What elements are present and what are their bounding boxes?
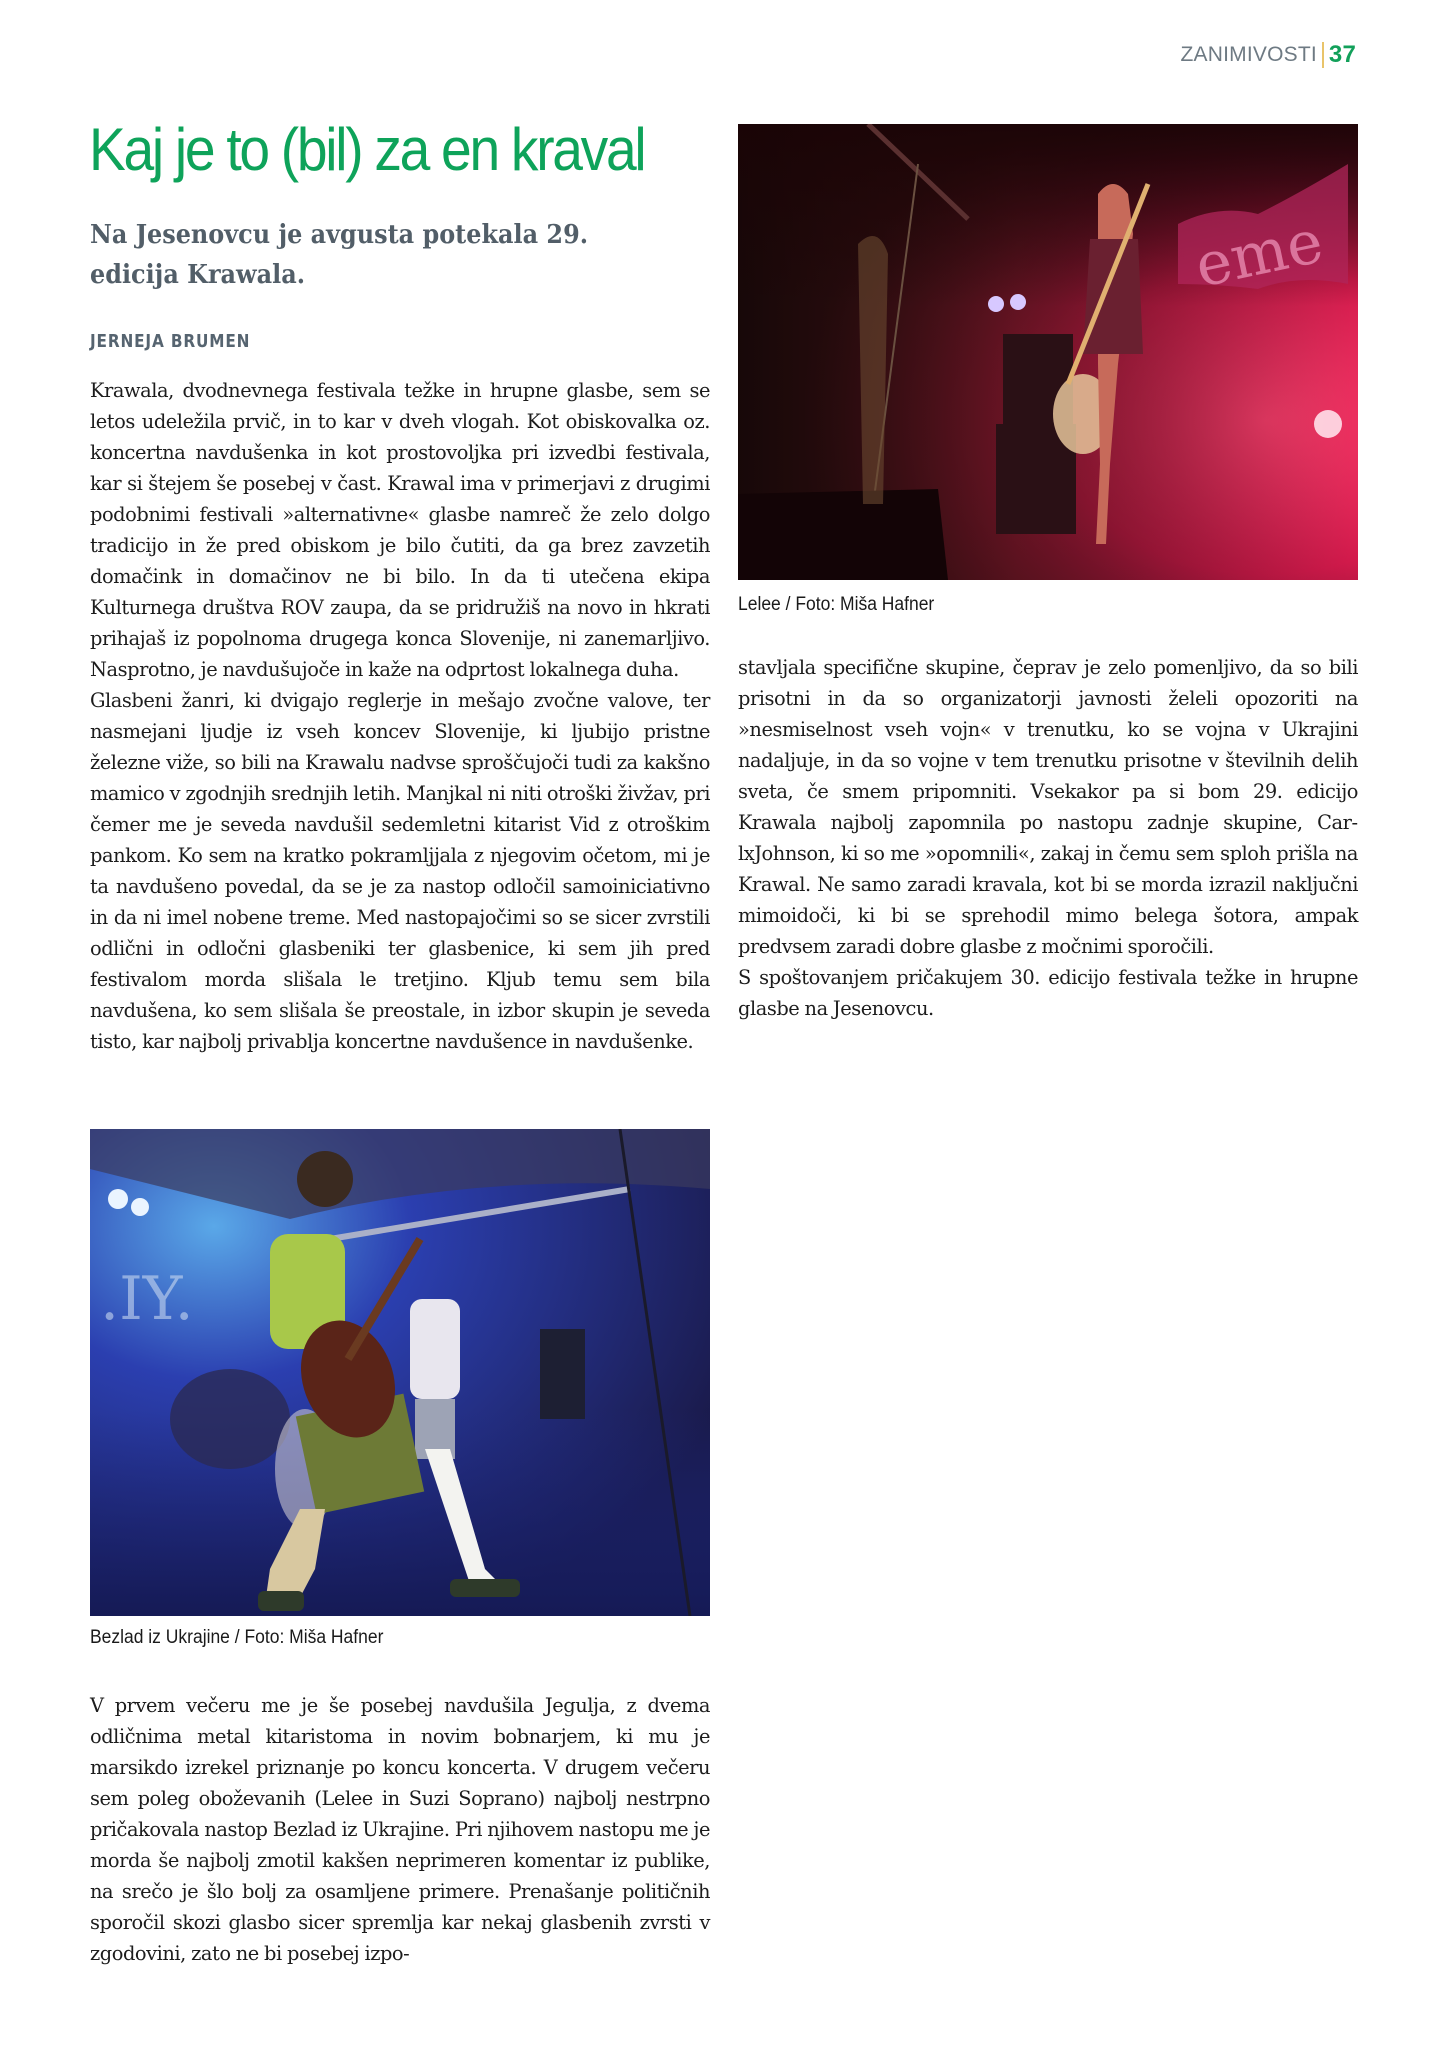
page-number: 37 [1328,41,1356,68]
photo-lelee [738,124,1358,580]
photo-caption-bezlad: Bezlad iz Ukrajine / Foto: Miša Hafner [90,1627,384,1648]
body-paragraph: stavljala specifične skupine, čeprav je zelo pomenljivo, da so bili prisotni in da so organizatorji javnosti želeli opozoriti na »nesmiselnost vseh vojn« v trenutku, ko se vojna v Ukrajini nadaljuje, in da so vojne v tem trenutku prisotne v številnih delih sveta, če smem pripomniti. Vsekakor pa si bom 29. edicijo Krawala najbolj zapomnila po nastopu zadnje skupine, CarlxJohnson, ki so me »opomnili«, zakaj in čemu sem sploh prišla na Krawal. Ne samo zaradi kravala, kot bi se morda izrazil naključni mimoidoči, ki bi se sprehodil mimo belega šotora, ampak predvsem zaradi dobre glasbe z močnimi sporočili. [738,656,1358,958]
section-label: ZANIMIVOSTI [1180,43,1317,66]
body-paragraph: Krawala, dvodnevnega festivala težke in hrupne glasbe, sem se letos udeležila prvič, in to kar v dveh vlogah. Kot obiskovalka oz. koncertna navdušenka in kot prostovoljka pri izvedbi festivala, kar si štejem še posebej v čast. Krawal ima v primerjavi z drugimi podobnimi festivali »alternativne« glasbe namreč že zelo dolgo tradicijo in že pred obiskom je bilo čutiti, da ga brez zavzetih domačink in domačinov ne bi bilo. In da ti utečena ekipa Kulturnega društva ROV zaupa, da se pridružiš na novo in hkrati prihajaš iz popolnoma drugega konca Slovenije, ni zanemarljivo. Nasprotno, je navdušujoče in kaže na odprtost lokalnega duha. [90,379,710,681]
photo-bezlad [90,1129,710,1616]
article-title: Kaj je to (bil) za en kraval [89,116,645,183]
body-column-left-top [90,375,710,1057]
svg-text:.IY.: .IY. [100,1264,194,1334]
body-column-left-bottom [90,1690,710,1969]
photo-caption-lelee: Lelee / Foto: Miša Hafner [738,594,935,615]
concert-photo-lelee-image [738,124,1358,580]
header-separator [1322,42,1324,68]
body-paragraph: Glasbeni žanri, ki dvigajo reglerje in mešajo zvočne valove, ter nasmejani ljudje iz vseh koncev Slovenije, ki ljubijo pristne železne viže, so bili na Krawalu nadvse sproščujoči tudi za kakšno mamico v zgodnjih srednjih letih. Manjkal ni niti otroški živžav, pri čemer me je seveda navdušil sedemletni kitarist Vid z otroškim pankom. Ko sem na kratko pokramljjala z njegovim očetom, mi je ta navdušeno povedal, da se je za nastop odločil samoiniciativno in da ni imel nobene treme. Med nastopajočimi so se sicer zvrstili odlični in odločni glasbeniki ter glasbenice, ki sem jih pred festivalom morda slišala le tretjino. Kljub temu sem bila navdušena, ko sem slišala še preostale, in izbor skupin je seveda tisto, kar najbolj privablja koncertne navdušence in navdušenke. [90,689,710,1053]
concert-photo-bezlad-image [90,1129,710,1616]
body-paragraph: V prvem večeru me je še posebej navdušila Jegulja, z dvema odličnima metal kitaristoma in novim bobnarjem, ki mu je marsikdo izrekel priznanje po koncu koncerta. V drugem večeru sem poleg oboževanih (Lelee in Suzi Soprano) najbolj nestrpno pričakovala nastop Bezlad iz Ukrajine. Pri njihovem nastopu me je morda še najbolj zmotil kakšen neprimeren komentar iz publike, na srečo je šlo bolj za osamljene primere. Prenašanje političnih sporočil skozi glasbo sicer spremlja kar nekaj glasbenih zvrsti v zgodovini, zato ne bi posebej izpo- [90,1694,710,1965]
svg-text:eme: eme [1189,206,1329,302]
running-header [1181,42,1356,68]
article-lead: Na Jesenovcu je avgusta potekala 29. edicija Krawala. [90,220,589,290]
body-paragraph: S spoštovanjem pričakujem 30. edicijo festivala težke in hrupne glasbe na Jesenovcu. [738,966,1358,1020]
body-column-right [738,652,1358,1024]
article-author: JERNEJA BRUMEN [90,331,251,352]
